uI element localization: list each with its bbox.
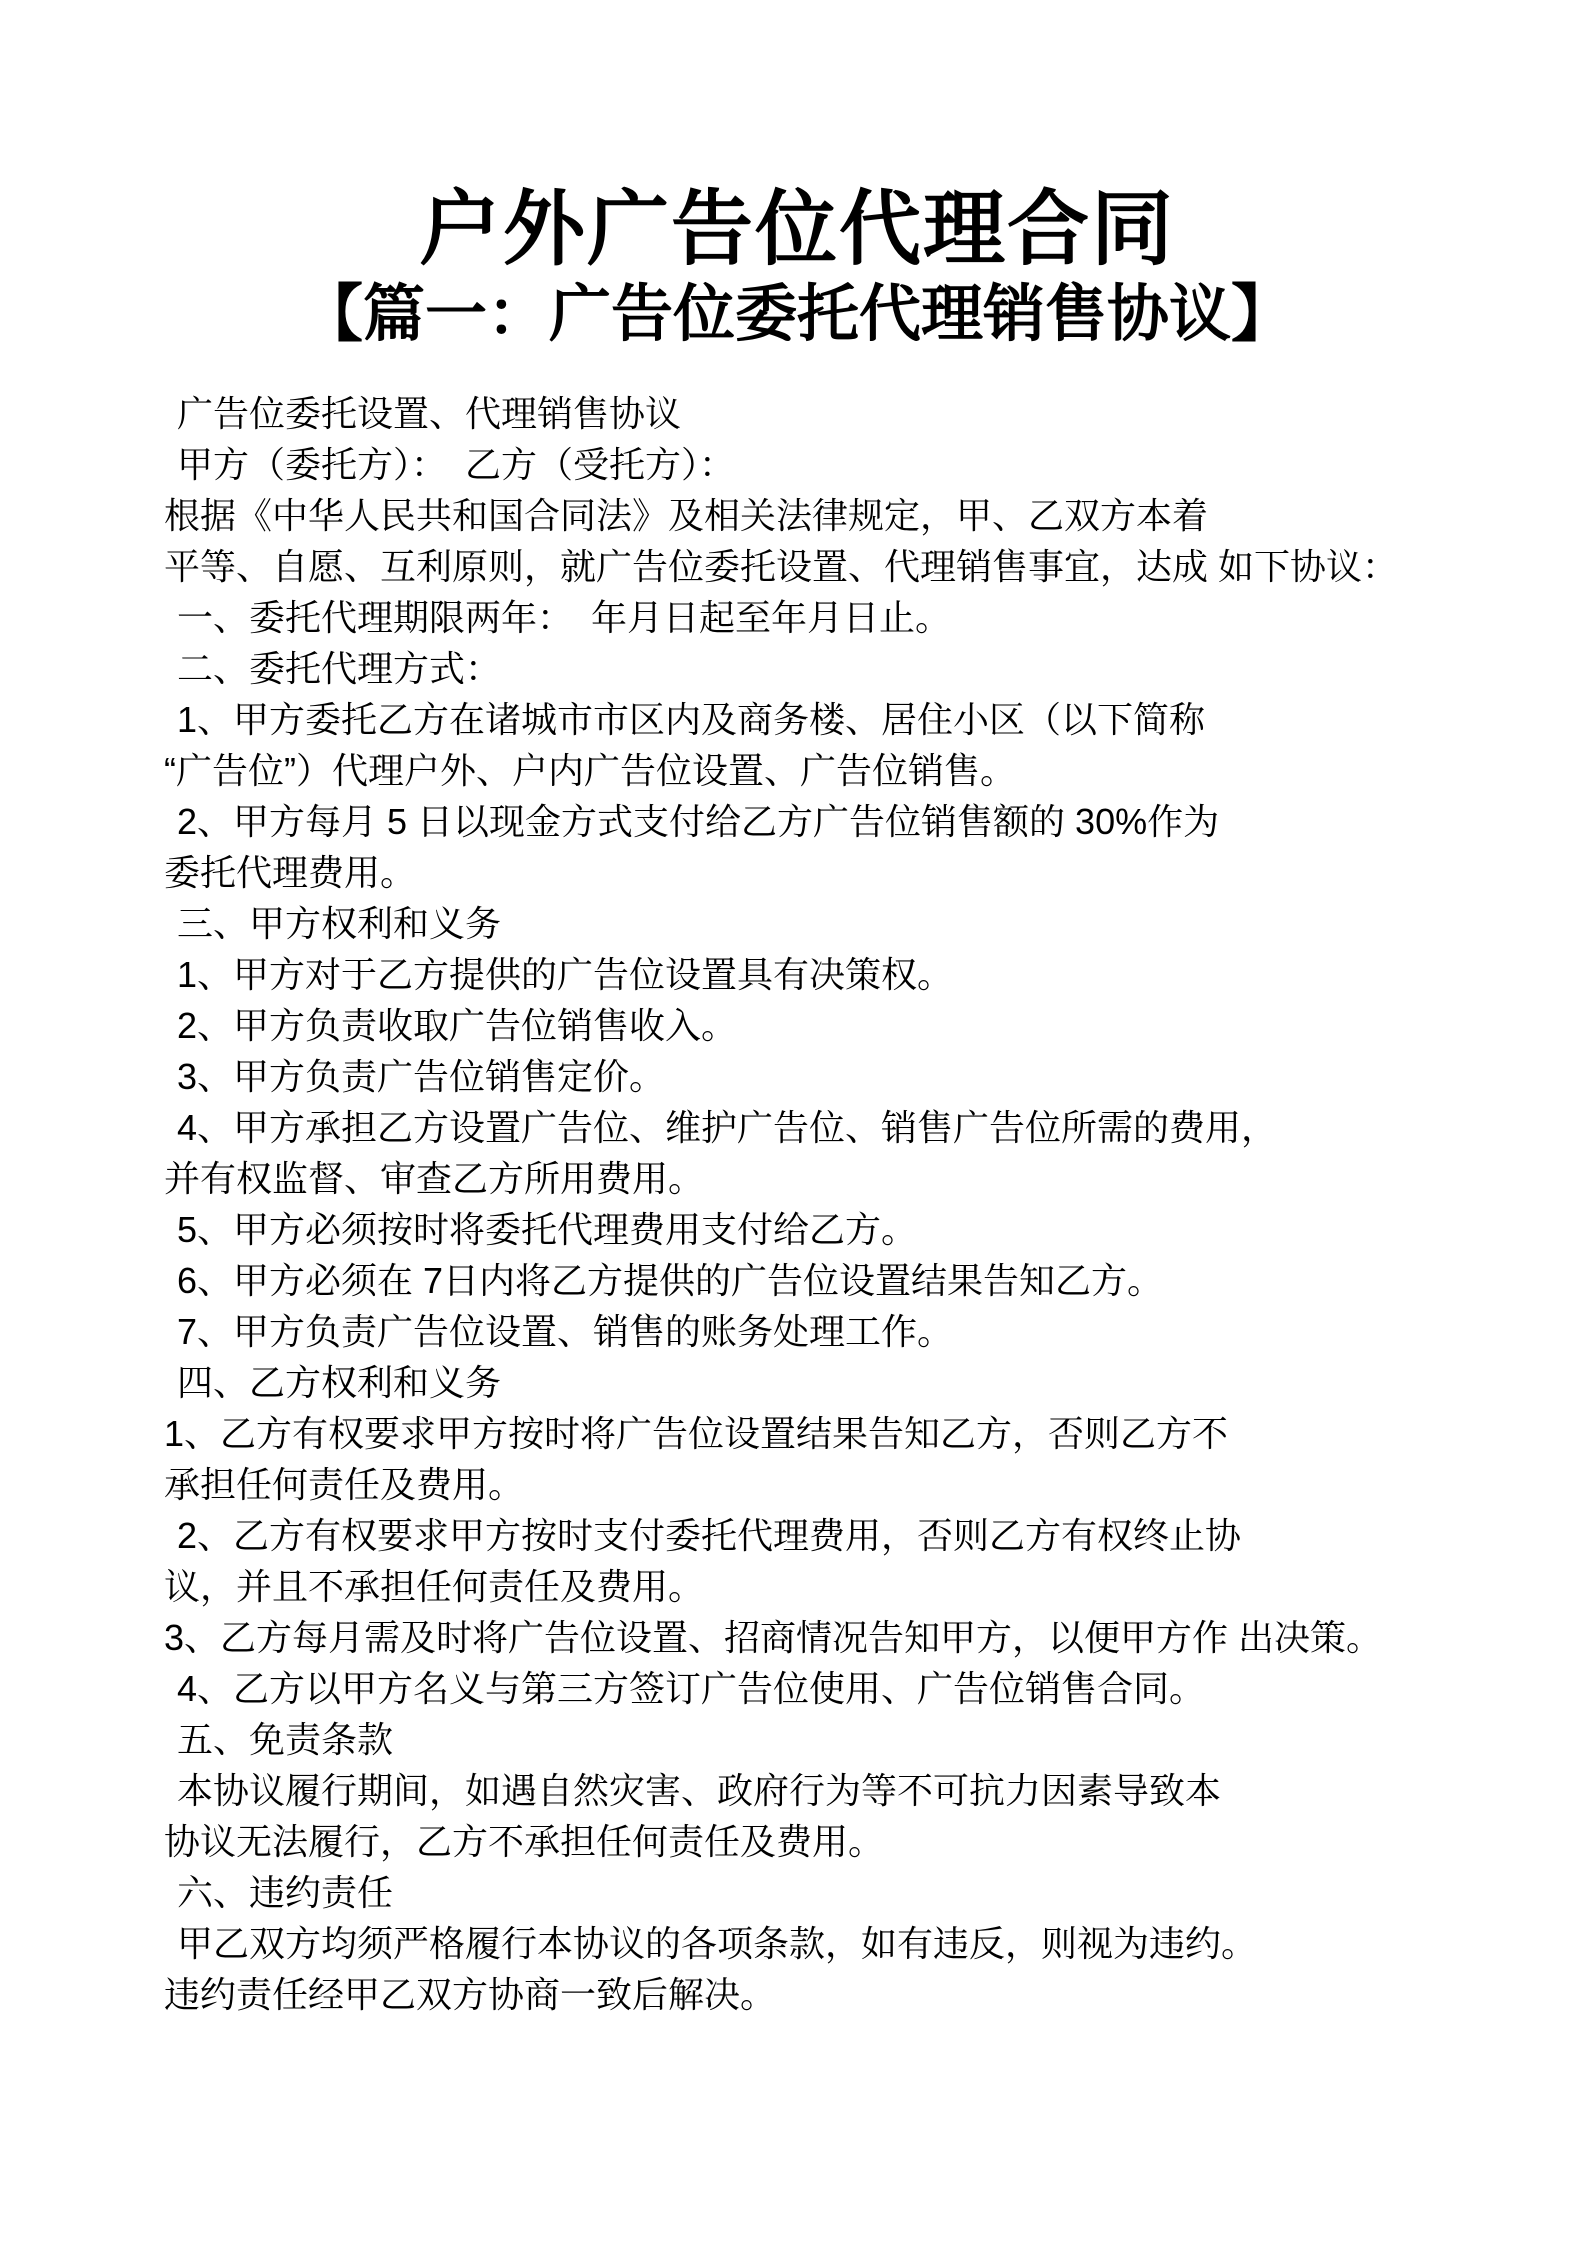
text-line: 2、乙方有权要求甲方按时支付委托代理费用，否则乙方有权终止协	[177, 1515, 1242, 1556]
text-line: 委托代理费用。	[164, 852, 417, 893]
text-line: 议，并且不承担任何责任及费用。	[164, 1566, 705, 1607]
text-line: 6、甲方必须在 7日内将乙方提供的广告位设置结果告知乙方。	[177, 1260, 1164, 1301]
text-line: 一、委托代理期限两年： 年月日起至年月日止。	[177, 597, 952, 638]
text-line: 四、乙方权利和义务	[177, 1362, 502, 1403]
text-line: 广告位委托设置、代理销售协议	[177, 393, 682, 434]
text-line: 2、甲方负责收取广告位销售收入。	[177, 1005, 738, 1046]
text-line: 4、甲方承担乙方设置广告位、维护广告位、销售广告位所需的费用，	[177, 1107, 1278, 1148]
text-line: 二、委托代理方式：	[177, 648, 502, 689]
text-line: 7、甲方负责广告位设置、销售的账务处理工作。	[177, 1311, 954, 1352]
text-line: 并有权监督、审查乙方所用费用。	[164, 1158, 705, 1199]
text-line: 2、甲方每月 5 日以现金方式支付给乙方广告位销售额的 30%作为	[177, 801, 1220, 842]
text-line: 根据《中华人民共和国合同法》及相关法律规定，甲、乙双方本着	[164, 495, 1209, 536]
text-line: 1、甲方委托乙方在诸城市市区内及商务楼、居住小区（以下简称	[177, 699, 1206, 740]
document-title: 户外广告位代理合同	[418, 184, 1175, 275]
text-line: 三、甲方权利和义务	[177, 903, 502, 944]
text-line: 违约责任经甲乙双方协商一致后解决。	[164, 1974, 777, 2015]
text-line: “广告位”）代理户外、户内广告位设置、广告位销售。	[164, 750, 1016, 791]
text-line: 甲乙双方均须严格履行本协议的各项条款，如有违反，则视为违约。	[177, 1923, 1258, 1964]
text-line: 承担任何责任及费用。	[164, 1464, 525, 1505]
document-body	[0, 388, 1594, 2020]
text-line: 3、乙方每月需及时将广告位设置、招商情况告知甲方，以便甲方作 出决策。	[164, 1617, 1383, 1658]
text-line: 五、免责条款	[177, 1719, 394, 1760]
text-line: 5、甲方必须按时将委托代理费用支付给乙方。	[177, 1209, 918, 1250]
text-line: 协议无法履行，乙方不承担任何责任及费用。	[164, 1821, 885, 1862]
text-line: 本协议履行期间，如遇自然灾害、政府行为等不可抗力因素导致本	[177, 1770, 1222, 1811]
text-line: 4、乙方以甲方名义与第三方签订广告位使用、广告位销售合同。	[177, 1668, 1206, 1709]
document-subtitle: 【篇一：广告位委托代理销售协议】	[300, 280, 1293, 349]
text-line: 六、违约责任	[177, 1872, 394, 1913]
text-line: 3、甲方负责广告位销售定价。	[177, 1056, 666, 1097]
text-line: 1、甲方对于乙方提供的广告位设置具有决策权。	[177, 954, 954, 995]
text-line: 甲方（委托方）： 乙方（受托方）：	[177, 444, 736, 485]
text-line: 1、乙方有权要求甲方按时将广告位设置结果告知乙方，否则乙方不	[164, 1413, 1229, 1454]
text-line: 平等、自愿、互利原则，就广告位委托设置、代理销售事宜，达成 如下协议：	[164, 546, 1399, 587]
